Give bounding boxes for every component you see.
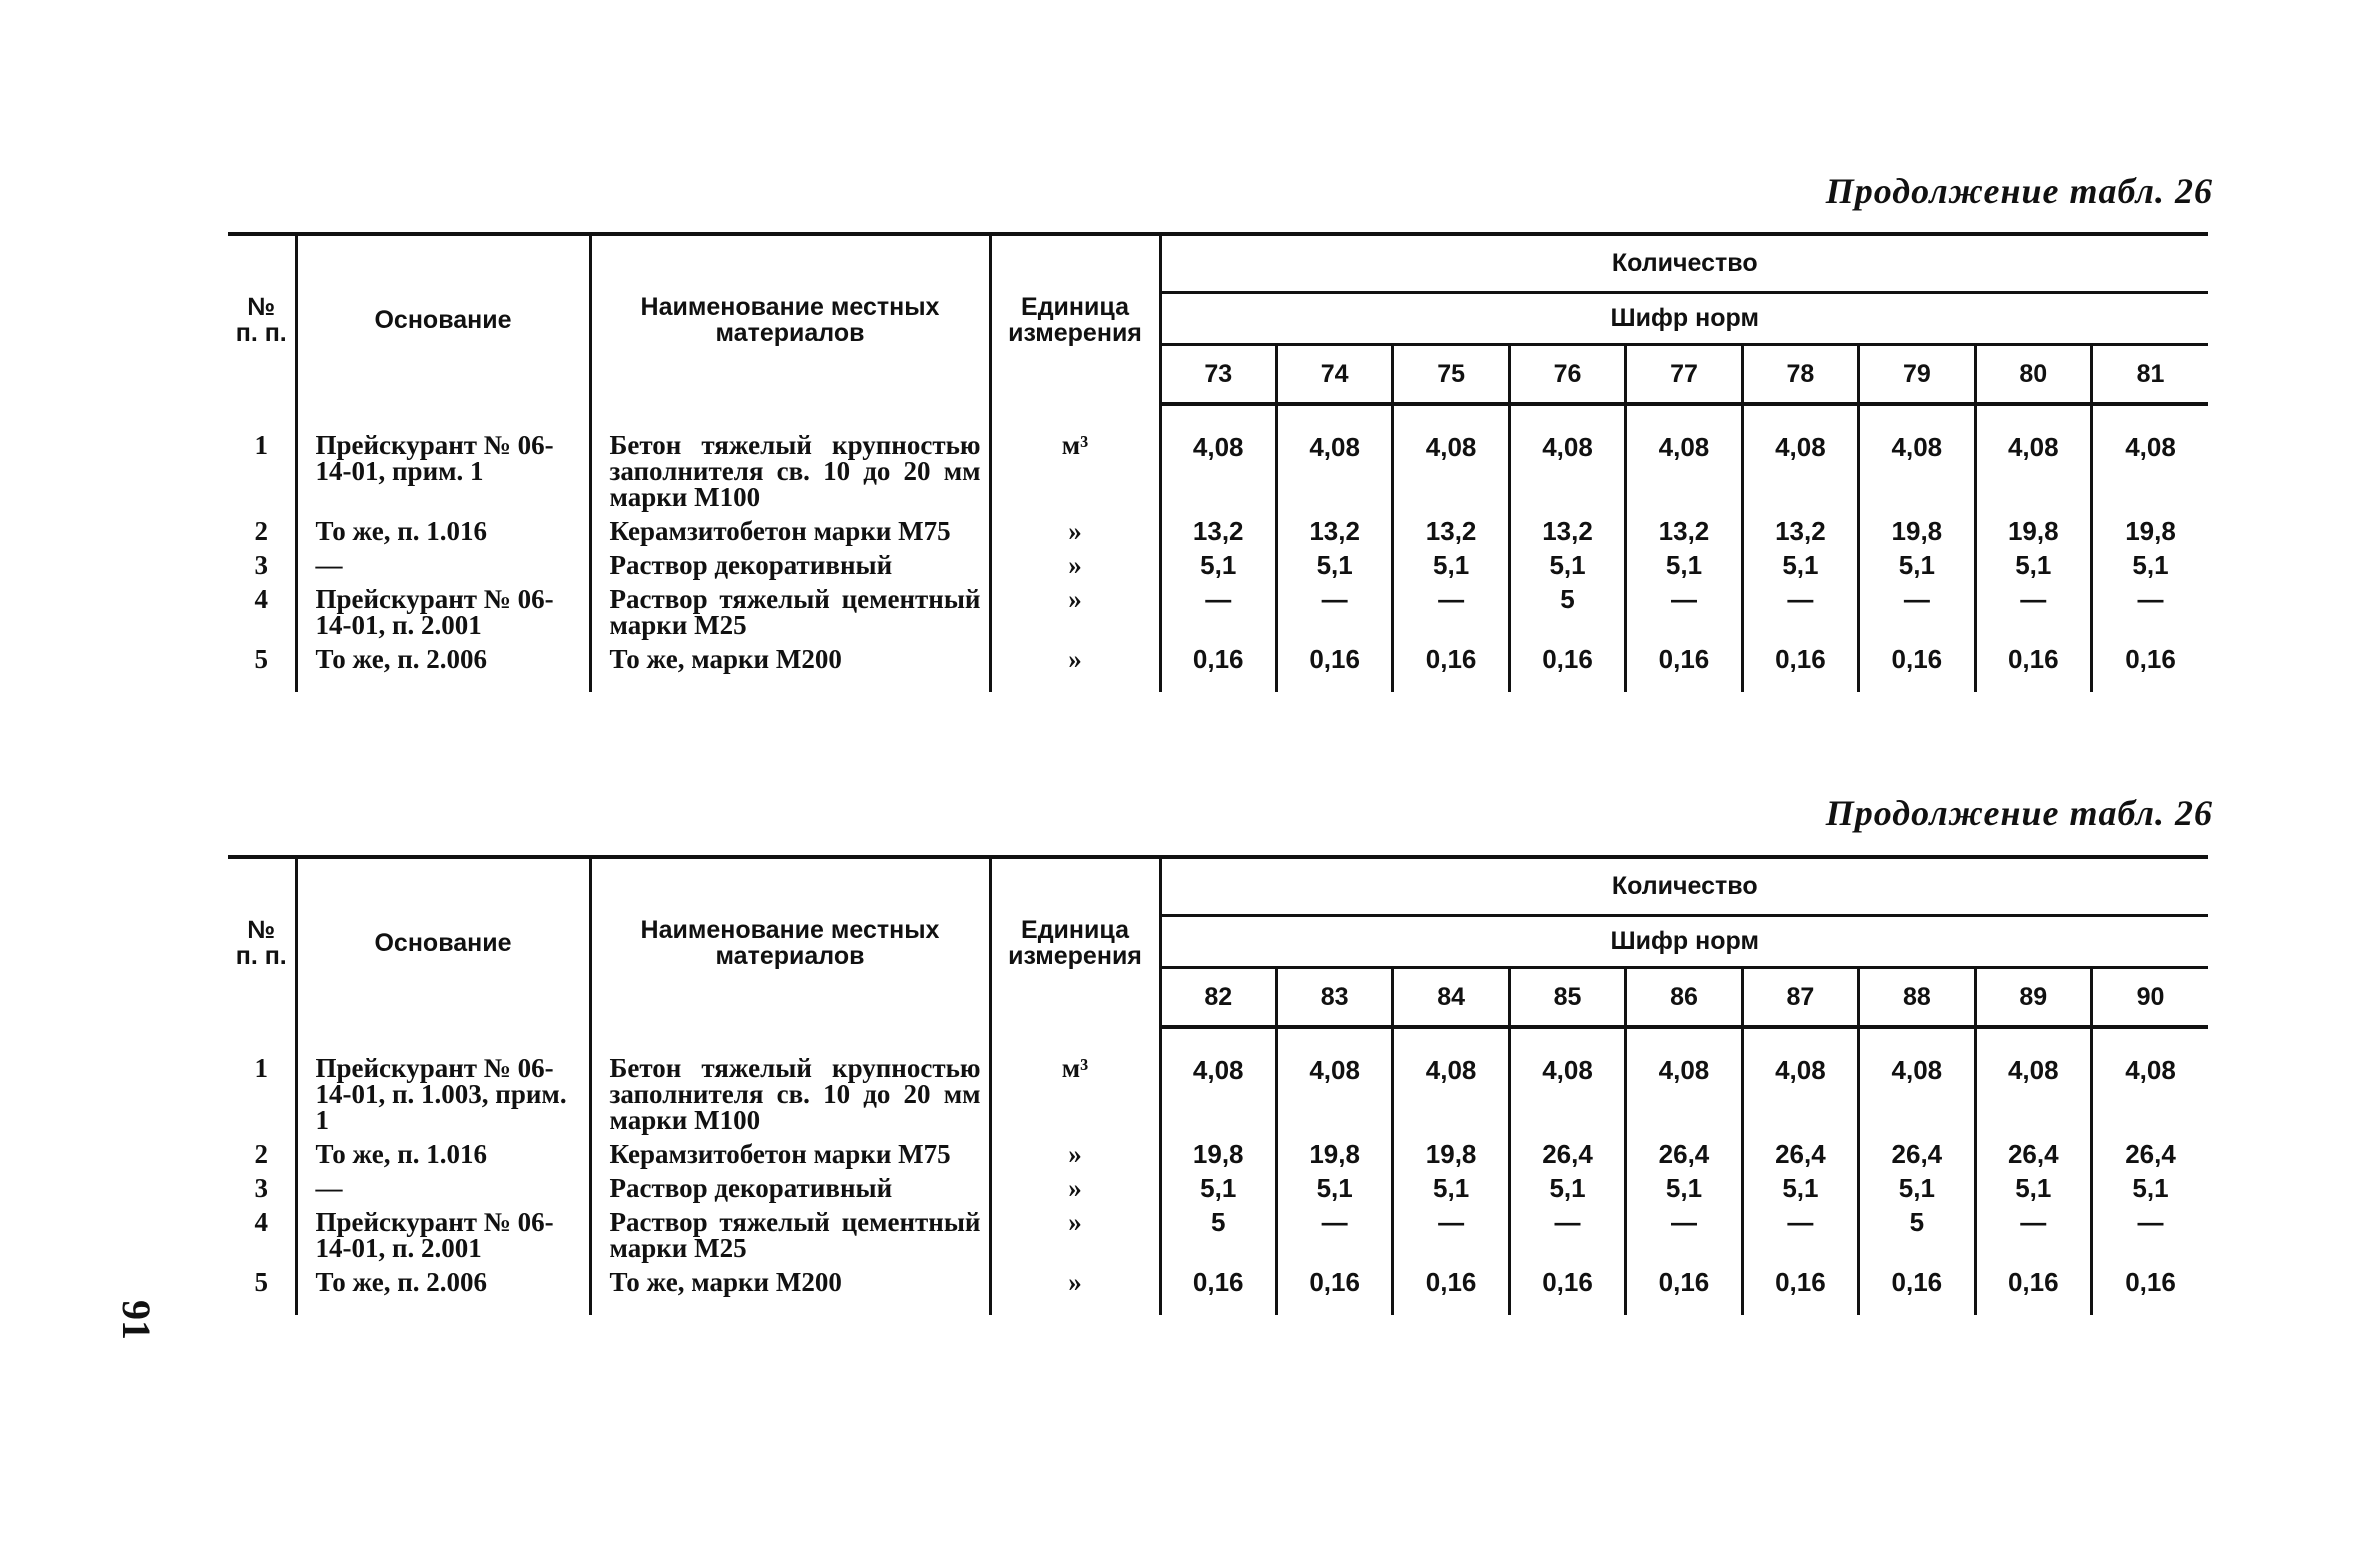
row-basis: Прейскурант № 06-14-01, п. 1.003, прим. 1	[296, 1027, 590, 1137]
row-basis: То же, п. 2.006	[296, 1265, 590, 1315]
row-material-name: Бетон тяжелый крупностью заполнителя св. 10 до 20 мм марки М100	[590, 1027, 990, 1137]
row-number: 4	[228, 582, 296, 642]
quantity-cell: 0,16	[1276, 1265, 1392, 1315]
norm-code-header: 76	[1509, 344, 1625, 404]
row-unit: м³	[990, 1027, 1160, 1137]
quantity-cell: 13,2	[1393, 514, 1509, 548]
row-number: 1	[228, 1027, 296, 1137]
header-norm-code: Шифр норм	[1160, 292, 2208, 344]
quantity-cell: —	[1509, 1205, 1625, 1265]
norm-code-header: 90	[2092, 967, 2209, 1027]
row-unit: »	[990, 1171, 1160, 1205]
quantity-cell: 5,1	[1859, 1171, 1975, 1205]
table-row	[228, 1205, 2208, 1265]
norm-code-header: 86	[1626, 967, 1742, 1027]
quantity-cell: 19,8	[1859, 514, 1975, 548]
quantity-cell: —	[1393, 582, 1509, 642]
norm-code-header: 81	[2092, 344, 2209, 404]
quantity-cell: 19,8	[1276, 1137, 1392, 1171]
quantity-cell: 19,8	[2125, 516, 2176, 546]
quantity-cell: 0,16	[1975, 642, 2091, 692]
row-material-name: Керамзитобетон марки М75	[590, 1137, 990, 1171]
page-number: 91	[114, 1300, 159, 1340]
row-material-name: Раствор декоративный	[590, 548, 990, 582]
quantity-cell: 4,08	[1393, 1027, 1509, 1137]
norms-table	[228, 855, 2208, 1315]
quantity-cell: 13,2	[1509, 514, 1625, 548]
row-number: 3	[228, 1171, 296, 1205]
header-material-name: Наименование местных материалов	[590, 234, 990, 404]
quantity-cell: 5,1	[2132, 1173, 2169, 1203]
quantity-cell: 13,2	[1742, 514, 1858, 548]
row-unit: »	[990, 1265, 1160, 1315]
quantity-cell: —	[1742, 582, 1858, 642]
quantity-cell: 5,1	[1393, 1171, 1509, 1205]
quantity-cell: 4,08	[1160, 404, 1276, 514]
quantity-cell: 0,16	[1509, 1265, 1625, 1315]
table-row	[228, 642, 2208, 692]
quantity-cell: 26,4	[1509, 1137, 1625, 1171]
quantity-cell: 0,16	[1626, 1265, 1742, 1315]
row-number: 1	[228, 404, 296, 514]
quantity-cell: —	[1626, 1205, 1742, 1265]
row-material-name: То же, марки М200	[590, 1265, 990, 1315]
quantity-cell: 0,16	[1742, 642, 1858, 692]
norm-code-header: 78	[1742, 344, 1858, 404]
quantity-cell: 4,08	[2125, 432, 2176, 462]
row-material-name: Бетон тяжелый крупностью заполнителя св. 10 до 20 мм марки М100	[590, 404, 990, 514]
norm-code-header: 80	[1975, 344, 2091, 404]
quantity-cell: 4,08	[1276, 1027, 1392, 1137]
table-row	[228, 404, 2208, 514]
row-material-name: Раствор декоративный	[590, 1171, 990, 1205]
quantity-cell: —	[1975, 1205, 2091, 1265]
quantity-cell: 0,16	[1742, 1265, 1858, 1315]
quantity-cell: 5,1	[1509, 1171, 1625, 1205]
quantity-cell: 26,4	[1859, 1137, 1975, 1171]
norm-code-header: 89	[1975, 967, 2091, 1027]
quantity-cell: 5,1	[1975, 1171, 2091, 1205]
quantity-cell: 4,08	[1626, 404, 1742, 514]
norm-code-header: 84	[1393, 967, 1509, 1027]
norms-table	[228, 232, 2208, 692]
quantity-cell: 4,08	[1742, 404, 1858, 514]
quantity-cell: 0,16	[1626, 642, 1742, 692]
quantity-cell: 5,1	[1509, 548, 1625, 582]
table-caption: Продолжение табл. 26	[1825, 793, 2213, 833]
quantity-cell: 5,1	[1160, 1171, 1276, 1205]
quantity-cell: 26,4	[1626, 1137, 1742, 1171]
quantity-cell: 4,08	[1393, 404, 1509, 514]
row-material-name: То же, марки М200	[590, 642, 990, 692]
quantity-cell: 19,8	[1160, 1137, 1276, 1171]
quantity-cell: 5,1	[1859, 548, 1975, 582]
quantity-cell: 0,16	[1975, 1265, 2091, 1315]
quantity-cell: —	[2137, 1207, 2164, 1237]
row-unit: »	[990, 548, 1160, 582]
quantity-cell: 4,08	[2125, 1055, 2176, 1085]
quantity-cell: 0,16	[2125, 644, 2176, 674]
row-unit: м³	[990, 404, 1160, 514]
norm-code-header: 88	[1859, 967, 1975, 1027]
quantity-cell: —	[2137, 584, 2164, 614]
header-basis: Основание	[296, 234, 590, 404]
quantity-cell: —	[1626, 582, 1742, 642]
quantity-cell: 5,1	[1975, 548, 2091, 582]
table-row	[228, 1265, 2208, 1315]
row-basis: То же, п. 2.006	[296, 642, 590, 692]
norm-code-header: 75	[1393, 344, 1509, 404]
row-basis: Прейскурант № 06-14-01, п. 2.001	[296, 1205, 590, 1265]
quantity-cell: 26,4	[1975, 1137, 2091, 1171]
quantity-cell: —	[1160, 582, 1276, 642]
quantity-cell: 5,1	[1160, 548, 1276, 582]
quantity-cell: 26,4	[1742, 1137, 1858, 1171]
quantity-cell: 4,08	[1859, 1027, 1975, 1137]
norm-code-header: 82	[1160, 967, 1276, 1027]
table-row	[228, 514, 2208, 548]
header-basis: Основание	[296, 857, 590, 1027]
row-material-name: Керамзитобетон марки М75	[590, 514, 990, 548]
quantity-cell: 4,08	[1276, 404, 1392, 514]
row-number: 3	[228, 548, 296, 582]
quantity-cell: 19,8	[1975, 514, 2091, 548]
table-caption: Продолжение табл. 26	[1825, 171, 2213, 211]
row-material-name: Раствор тяжелый цементный марки М25	[590, 1205, 990, 1265]
table-row	[228, 1137, 2208, 1171]
table-row	[228, 1171, 2208, 1205]
norm-code-header: 87	[1742, 967, 1858, 1027]
table-row	[228, 582, 2208, 642]
header-quantity: Количество	[1160, 857, 2208, 915]
quantity-cell: 5,1	[1626, 1171, 1742, 1205]
quantity-cell: 0,16	[1859, 1265, 1975, 1315]
norm-code-header: 83	[1276, 967, 1392, 1027]
quantity-cell: 5	[1160, 1205, 1276, 1265]
header-unit: Единица измерения	[990, 234, 1160, 404]
row-unit: »	[990, 514, 1160, 548]
quantity-cell: 19,8	[1393, 1137, 1509, 1171]
quantity-cell: —	[1742, 1205, 1858, 1265]
row-material-name: Раствор тяжелый цементный марки М25	[590, 582, 990, 642]
quantity-cell: 0,16	[2125, 1267, 2176, 1297]
table-row	[228, 548, 2208, 582]
quantity-cell: 0,16	[1160, 642, 1276, 692]
quantity-cell: 0,16	[1509, 642, 1625, 692]
quantity-cell: 4,08	[1975, 404, 2091, 514]
quantity-cell: 26,4	[2125, 1139, 2176, 1169]
header-no: № п. п.	[228, 234, 296, 404]
quantity-cell: 4,08	[1160, 1027, 1276, 1137]
header-no: № п. п.	[228, 857, 296, 1027]
header-unit: Единица измерения	[990, 857, 1160, 1027]
row-number: 2	[228, 1137, 296, 1171]
quantity-cell: —	[1859, 582, 1975, 642]
norm-code-header: 85	[1509, 967, 1625, 1027]
norm-code-header: 73	[1160, 344, 1276, 404]
row-number: 2	[228, 514, 296, 548]
row-unit: »	[990, 1205, 1160, 1265]
row-basis: —	[296, 548, 590, 582]
quantity-cell: 5,1	[1393, 548, 1509, 582]
row-unit: »	[990, 582, 1160, 642]
quantity-cell: 0,16	[1393, 1265, 1509, 1315]
quantity-cell: 0,16	[1160, 1265, 1276, 1315]
quantity-cell: 5,1	[1742, 1171, 1858, 1205]
row-unit: »	[990, 1137, 1160, 1171]
quantity-cell: 4,08	[1975, 1027, 2091, 1137]
quantity-cell: —	[1393, 1205, 1509, 1265]
quantity-cell: —	[1975, 582, 2091, 642]
row-basis: То же, п. 1.016	[296, 514, 590, 548]
row-unit: »	[990, 642, 1160, 692]
row-basis: Прейскурант № 06-14-01, прим. 1	[296, 404, 590, 514]
quantity-cell: 0,16	[1276, 642, 1392, 692]
quantity-cell: 13,2	[1276, 514, 1392, 548]
row-number: 5	[228, 642, 296, 692]
quantity-cell: 5,1	[1626, 548, 1742, 582]
row-basis: —	[296, 1171, 590, 1205]
quantity-cell: 13,2	[1626, 514, 1742, 548]
quantity-cell: 4,08	[1509, 404, 1625, 514]
quantity-cell: —	[1276, 1205, 1392, 1265]
norm-code-header: 77	[1626, 344, 1742, 404]
quantity-cell: 4,08	[1742, 1027, 1858, 1137]
quantity-cell: 5,1	[1276, 1171, 1392, 1205]
quantity-cell: 4,08	[1626, 1027, 1742, 1137]
row-number: 4	[228, 1205, 296, 1265]
row-basis: То же, п. 1.016	[296, 1137, 590, 1171]
header-quantity: Количество	[1160, 234, 2208, 292]
quantity-cell: 4,08	[1859, 404, 1975, 514]
header-material-name: Наименование местных материалов	[590, 857, 990, 1027]
quantity-cell: 4,08	[1509, 1027, 1625, 1137]
quantity-cell: 5,1	[2132, 550, 2169, 580]
row-number: 5	[228, 1265, 296, 1315]
quantity-cell: 0,16	[1859, 642, 1975, 692]
norm-code-header: 74	[1276, 344, 1392, 404]
quantity-cell: 5	[1509, 582, 1625, 642]
table-row	[228, 1027, 2208, 1137]
row-basis: Прейскурант № 06-14-01, п. 2.001	[296, 582, 590, 642]
quantity-cell: 0,16	[1393, 642, 1509, 692]
quantity-cell: —	[1276, 582, 1392, 642]
norm-code-header: 79	[1859, 344, 1975, 404]
quantity-cell: 5	[1859, 1205, 1975, 1265]
quantity-cell: 13,2	[1160, 514, 1276, 548]
quantity-cell: 5,1	[1276, 548, 1392, 582]
quantity-cell: 5,1	[1742, 548, 1858, 582]
header-norm-code: Шифр норм	[1160, 915, 2208, 967]
